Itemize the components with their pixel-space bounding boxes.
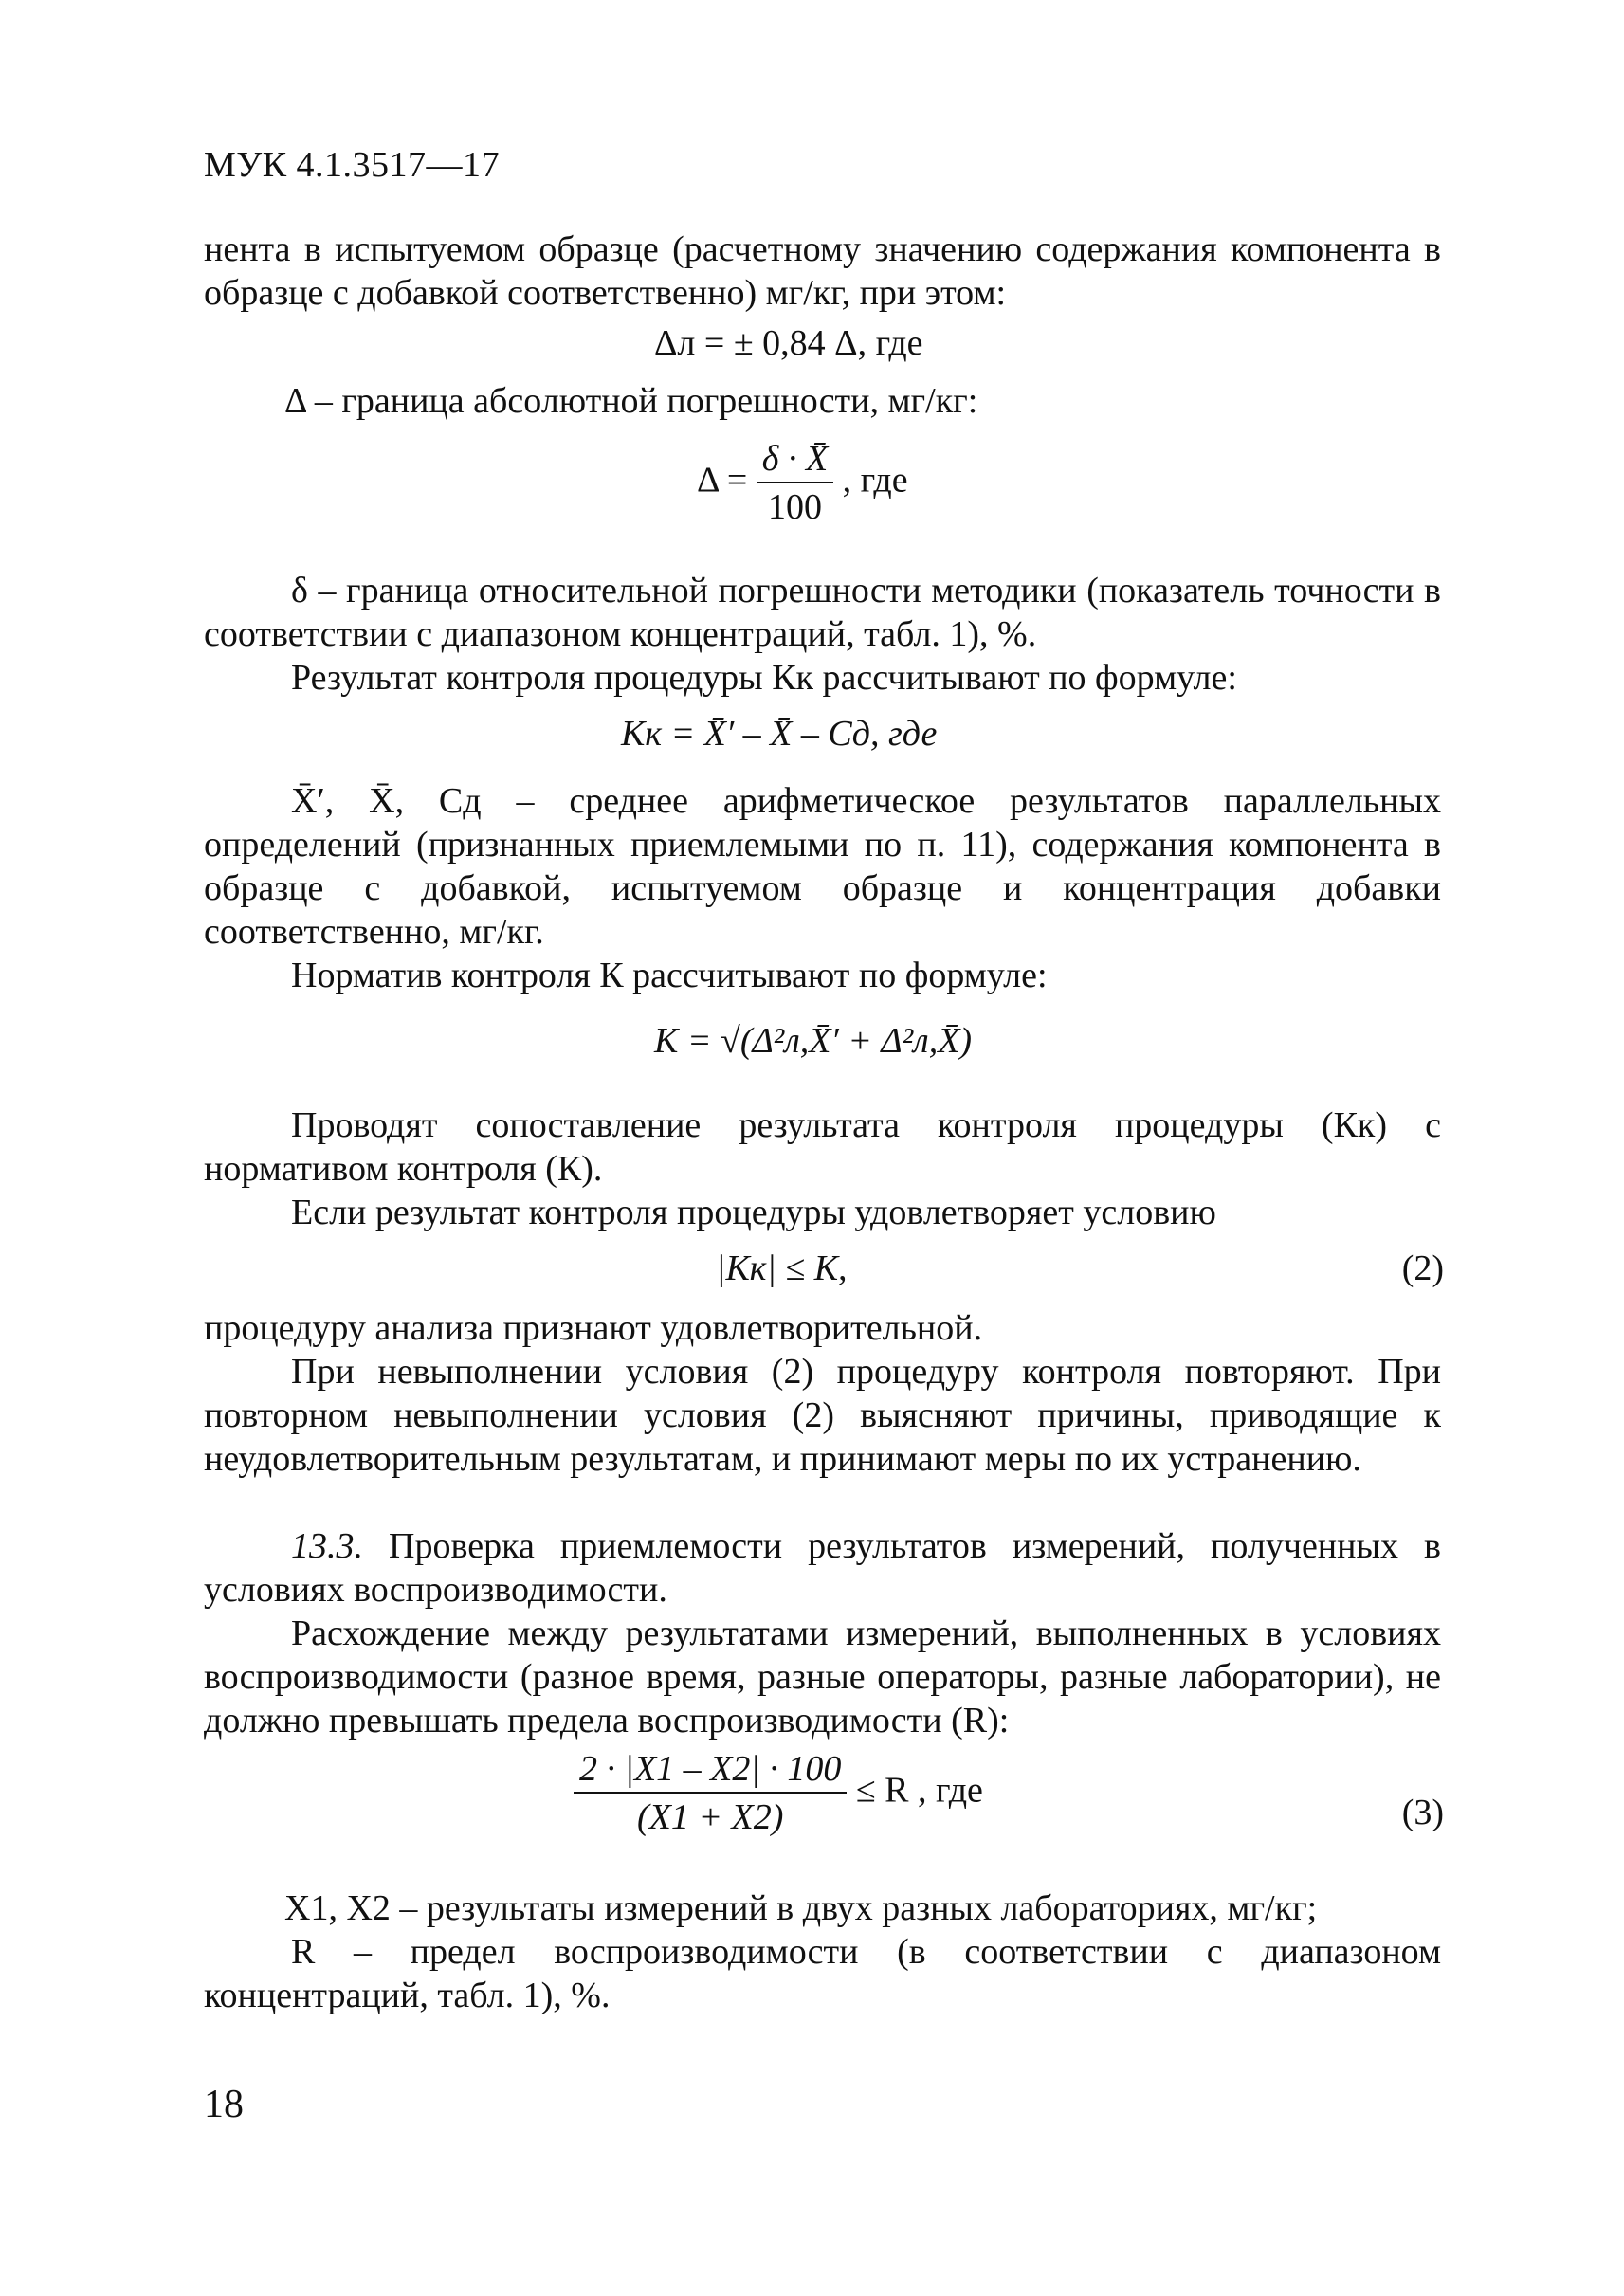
eq2-numerator: δ · X̄ (757, 436, 833, 483)
equation-delta-l: Δл = ± 0,84 Δ, где (654, 323, 923, 363)
equation-number-3: (3) (1401, 1793, 1444, 1832)
section-number: 13.3. (291, 1526, 363, 1566)
paragraph-norm: Норматив контроля К рассчитывают по формуле: (291, 956, 1048, 995)
equation-delta-fraction (697, 436, 908, 531)
eq6-right: ≤ R , где (855, 1770, 983, 1811)
paragraph-delta-definition: Δ – граница абсолютной погрешности, мг/кг: (284, 381, 978, 421)
eq6-denominator: (X1 + X2) (636, 1797, 784, 1837)
page-number: 18 (204, 2083, 244, 2126)
running-header: МУК 4.1.3517—17 (204, 145, 501, 185)
eq2-left: Δ = (697, 460, 748, 501)
paragraph-definitions: X̄′, X̄, Сд – среднее арифметическое результатов параллельных определений (признанных приемлемыми по п. 11), содержания компонента в образце с добавкой, испытуемом образце и концентрация добавки соответственно, мг/кг. (204, 781, 1441, 952)
eq2-right: , где (842, 460, 908, 501)
paragraph-condition: Если результат контроля процедуры удовлетворяет условию (291, 1193, 1216, 1232)
equation-condition: |Кк| ≤ К, (716, 1248, 848, 1288)
eq2-denominator: 100 (767, 487, 822, 527)
paragraph-comparison: Проводят сопоставление результата контроля процедуры (Кк) с нормативом контроля (К). (204, 1105, 1441, 1189)
paragraph-x-definition: X1, X2 – результаты измерений в двух разных лабораториях, мг/кг; (284, 1888, 1318, 1928)
equation-kk: Кк = X̄′ – X̄ – Сд, где (621, 714, 938, 754)
eq6-numerator: 2 · |X1 – X2| · 100 (574, 1746, 847, 1794)
paragraph-satisfactory: процедуру анализа признают удовлетворительной. (204, 1308, 983, 1348)
equation-reproducibility (574, 1746, 983, 1841)
paragraph-r-definition: R – предел воспроизводимости (в соответствии с диапазоном концентраций, табл. 1), %. (204, 1932, 1441, 2015)
paragraph-section-13-3 (204, 1524, 1441, 1612)
paragraph-repeat: При невыполнении условия (2) процедуру контроля повторяют. При повторном невыполнении условия (2) выясняют причины, приводящие к неудовлетворительным результатам, и принимают меры по их устранению. (204, 1352, 1441, 1479)
equation-number-2: (2) (1401, 1248, 1444, 1288)
eq6-fraction (574, 1746, 847, 1841)
equation-k-norm: K = √(Δ²л,X̄′ + Δ²л,X̄) (654, 1021, 973, 1061)
eq2-fraction (757, 436, 833, 531)
section-title: Проверка приемлемости результатов измерений, полученных в условиях воспроизводимости. (204, 1526, 1441, 1610)
paragraph-reproducibility: Расхождение между результатами измерений, выполненных в условиях воспроизводимости (разное время, разные операторы, разные лаборатории), не должно превышать предела воспроизводимости (R): (204, 1613, 1441, 1740)
paragraph-delta-relative: δ – граница относительной погрешности методики (показатель точности в соответствии с диапазоном концентраций, табл. 1), %. (204, 571, 1441, 654)
paragraph-continuation: нента в испытуемом образце (расчетному значению содержания компонента в образце с добавкой соответственно) мг/кг, при этом: (204, 229, 1441, 313)
paragraph-control-result: Результат контроля процедуры Кк рассчитывают по формуле: (291, 658, 1237, 698)
